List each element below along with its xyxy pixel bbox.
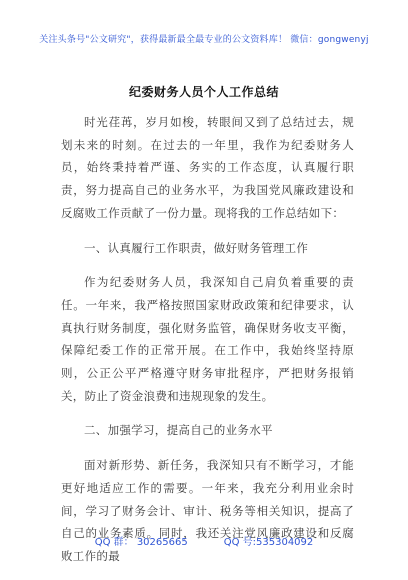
paragraph-intro: 时光荏苒，岁月如梭，转眼间又到了总结过去，规划未来的时刻。在过去的一年里，我作为纪委财务人员，始终秉持着严谨、务实的工作态度，认真履行职责，努力提高自己的业务水平，为我国党风廉政建设和反腐败工作贡献了一份力量。现将我的工作总结如下：: [61, 115, 354, 220]
document-body: [61, 111, 354, 568]
section-heading-2: 二、加强学习，提高自己的业务水平: [84, 423, 273, 438]
paragraph-section-2: 面对新形势、新任务，我深知只有不断学习，才能更好地适应工作的需要。一年来，我充分利用业余时间，学习了财务会计、审计、税务等相关知识，提高了自己的业务素质。同时，我还关注党风廉政建设和反腐败工作的最: [61, 458, 354, 563]
section-heading-1: 一、认真履行工作职责，做好财务管理工作: [84, 240, 309, 255]
footer-qq-group: QQ 群： 30265665: [94, 537, 188, 548]
footer-contact: [0, 533, 408, 548]
paragraph-section-1: 作为纪委财务人员，我深知自己肩负着重要的责任。一年来，我严格按照国家财政政策和纪律要求，认真执行财务制度，强化财务监管，确保财务收支平衡，保障纪委工作的正常开展。在工作中，我始终坚持原则，公正公平严格遵守财务审批程序，严把财务报销关，防止了资金浪费和违规现象的发生。: [61, 275, 354, 403]
document-title: 纪委财务人员个人工作总结: [128, 85, 279, 99]
footer-qq-number: QQ 号:535304092: [223, 537, 314, 548]
header-promo-note: 关注头条号"公文研究"，获得最新最全最专业的公文资料库！ 微信：gongwenyj: [39, 35, 369, 45]
